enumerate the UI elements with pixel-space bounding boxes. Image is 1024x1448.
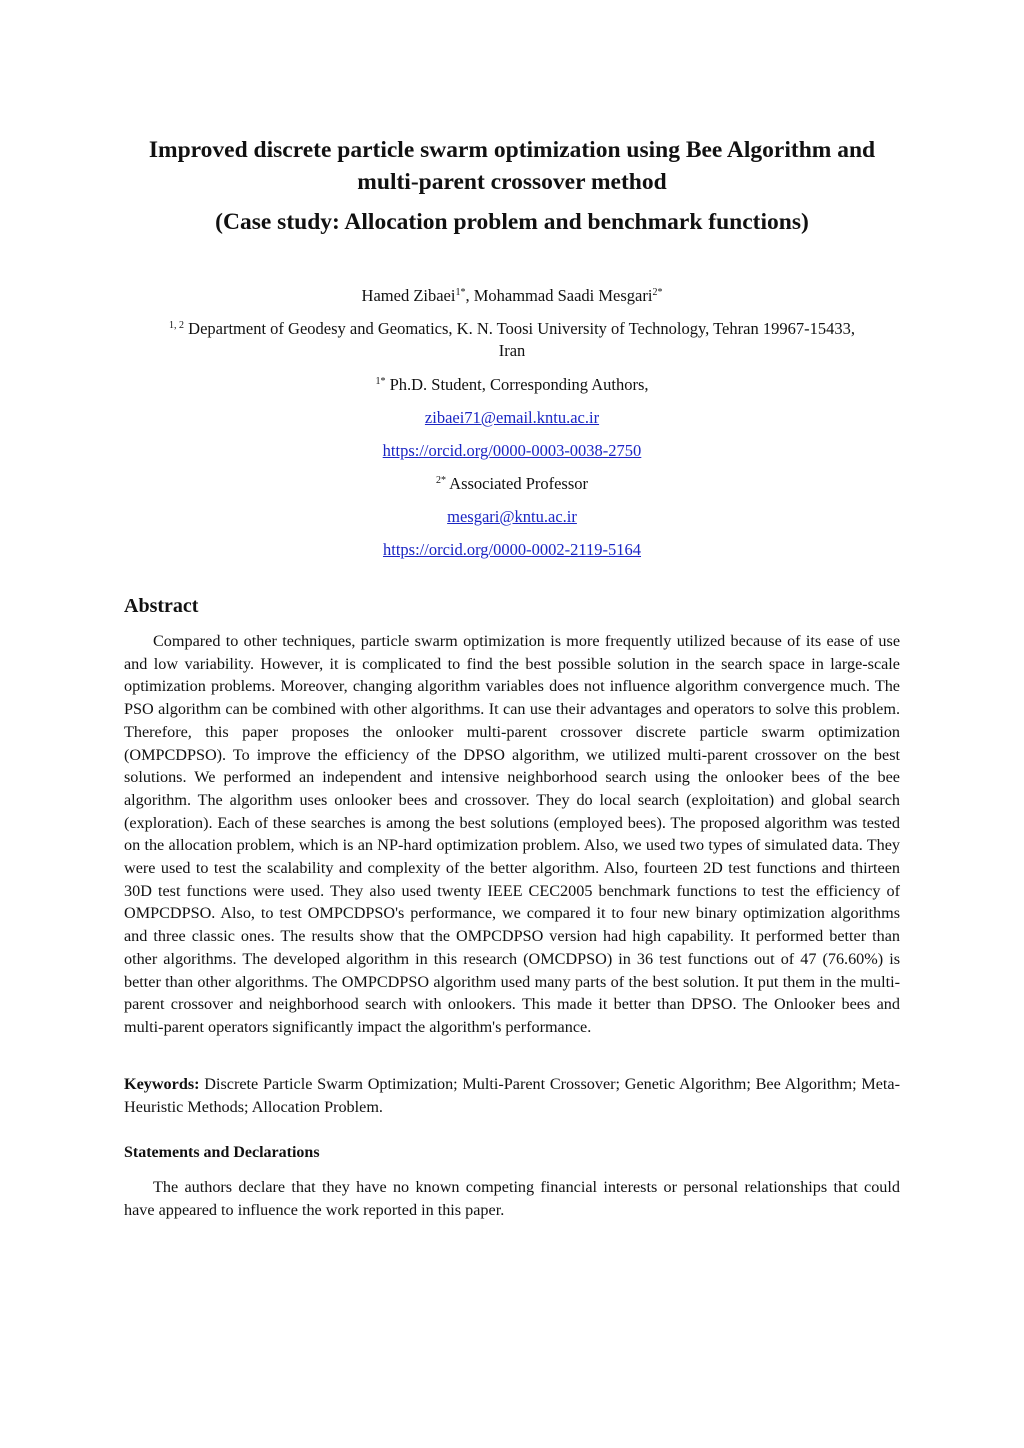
abstract-text: Compared to other techniques, particle swarm optimization is more frequently utilized because of its ease of use and low variability. However, it is complicated to find the best possible solution in the search space in large-scale optimization problems. Moreover, changing algorithm variables does not influence algorithm convergence much. The PSO algorithm can be combined with other algorithms. It can use their advantages and operators to solve this problem. Therefore, this paper proposes the onlooker multi-parent crossover discrete particle swarm optimization (OMPCDPSO). To improve the efficiency of the DPSO algorithm, we utilized multi-parent crossover on the best solutions. We performed an independent and intensive neighborhood search using the onlooker bees of the bee algorithm. The algorithm uses onlooker bees and crossover. They do local search (exploitation) and global search (exploration). Each of these searches is among the best solutions (employed bees). The proposed algorithm was tested on the allocation problem, which is an NP-hard optimization problem. Also, we used two types of simulated data. They were used to test the scalability and complexity of the better algorithm. Also, fourteen 2D test functions and thirteen 30D test functions were used. They also used twenty IEEE CEC2005 benchmark functions to test the efficiency of OMPCDPSO. Also, to test OMPCDPSO's performance, we compared it to four new binary optimization algorithms and three classic ones. The results show that the OMPCDPSO version had high capability. It performed better than other algorithms. The developed algorithm in this research (OMCDPSO) in 36 test functions out of 47 (76.60%) is better than other algorithms. The OMPCDPSO algorithm used many parts of the best solution. It put them in the multi-parent crossover and neighborhood search with onlookers. This made it better than DPSO. The Onlooker bees and multi-parent operators significantly impact the algorithm's performance. [124,632,900,1036]
author-list [100,285,924,307]
author-1-orcid-link[interactable]: https://orcid.org/0000-0003-0038-2750 [382,441,642,460]
author-2-orcid-link[interactable]: https://orcid.org/0000-0002-2119-5164 [382,540,642,559]
author-1-email-link[interactable]: zibaei71@email.kntu.ac.ir [424,408,600,427]
keywords-label: Keywords: [124,1075,200,1093]
author-2-email-line [100,506,924,528]
title-line-2: multi-parent crossover method [357,169,667,195]
author-2-email-link[interactable]: mesgari@kntu.ac.ir [447,507,577,526]
author-2-role-line [100,473,924,495]
author-1-role-mark: 1* [375,376,386,387]
author-1-role: Ph.D. Student, Corresponding Authors, [389,375,649,394]
keywords [124,1073,900,1118]
author-1-orcid-line [100,440,924,462]
paper-subtitle: (Case study: Allocation problem and benchmark functions) [215,209,809,235]
author-2-orcid-line [100,539,924,561]
author-2-role: Associated Professor [449,474,589,493]
keywords-text: Discrete Particle Swarm Optimization; Multi-Parent Crossover; Genetic Algorithm; Bee Algorithm; Meta-Heuristic Methods; Allocation Problem. [124,1075,900,1116]
statements-heading: Statements and Declarations [124,1144,320,1161]
abstract-heading: Abstract [124,595,199,617]
author-separator: , [465,286,474,305]
author-2-role-mark: 2* [435,475,446,486]
author-1-role-line [100,374,924,396]
author-1-mark: 1* [455,287,466,298]
affiliation-line-2: Iran [498,341,526,360]
affiliation-mark: 1, 2 [169,320,185,331]
author-1-email-line [100,407,924,429]
affiliation [100,318,924,362]
author-2-name: Mohammad Saadi Mesgari [473,286,653,305]
author-2-mark: 2* [652,287,663,298]
paper-title [100,134,924,198]
statements-text: The authors declare that they have no known competing financial interests or personal relationships that could have appeared to influence the work reported in this paper. [124,1178,900,1219]
author-1-name: Hamed Zibaei [361,286,456,305]
affiliation-line-1: Department of Geodesy and Geomatics, K. N. Toosi University of Technology, Tehran 19967-15433, [188,319,855,338]
title-line-1: Improved discrete particle swarm optimization using Bee Algorithm and [148,137,876,163]
